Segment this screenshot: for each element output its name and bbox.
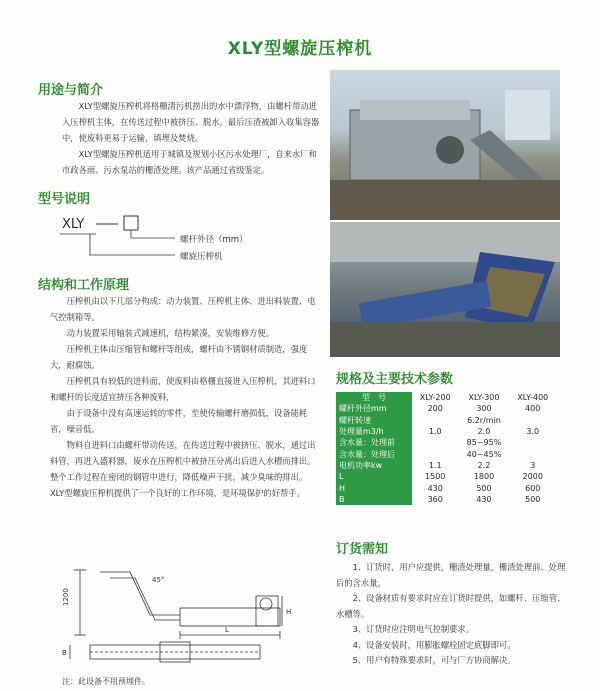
spec-cell: 430 — [427, 483, 443, 493]
order-item-2: 2、设备材质有要求时应在订货时提供，如螺杆、压缩管、水槽等。 — [336, 593, 566, 619]
structure-para-3: 压榨机主体由压缩管和螺杆等组成，螺杆由不锈钢材质制造，强度大，耐腐蚀。 — [50, 344, 308, 370]
photo-conveyor-illustration — [330, 222, 560, 357]
spec-cell: 400 — [525, 404, 541, 414]
photo-press-illustration — [330, 70, 560, 220]
spec-cell: 6.2r/min — [467, 415, 501, 425]
section-structure-heading: 结构和工作原理 — [38, 278, 130, 293]
page-title: XLY型螺旋压榨机 — [227, 39, 373, 59]
order-item-5: 5、用户有特殊要求时，可与厂方协商解决。 — [352, 655, 516, 665]
spec-header-cell: XLY-200 — [419, 393, 451, 403]
spec-cell: 3 — [530, 460, 536, 470]
drawing-B-label: B — [62, 649, 67, 657]
model-label-machine: 螺旋压榨机 — [180, 252, 223, 262]
spec-row-label: 电机功率kw — [336, 460, 412, 471]
spec-cell: 500 — [525, 494, 541, 504]
structure-para-2: 动力装置采用轴装式减速机，结构紧凑，安装维修方便。 — [66, 328, 275, 338]
spec-cell: 2000 — [522, 472, 543, 482]
intro-para-1: XLY型螺旋压榨机将格栅清污机捞出的水中漂浮物，由螺杆带动进入压榨机主体，在传送过程中被挤压、脱水，最后压渣被卸入收集容器中，使废料更易于运输，填埋及焚烧。 — [62, 101, 320, 143]
spec-cell: 500 — [476, 483, 492, 493]
spec-cell: 1500 — [425, 472, 446, 482]
spec-row — [336, 426, 556, 437]
structure-para-4: 压榨机具有较低的进料面，使废料由格栅直接进入压榨机，其进料口和螺杆的长度适宜挤压各种废料， — [50, 376, 316, 402]
spec-cell — [412, 437, 458, 448]
spec-cell — [510, 448, 556, 459]
spec-cell: 300 — [476, 404, 492, 414]
model-label-diameter: 螺杆外径（mm） — [180, 235, 248, 245]
order-list — [336, 560, 568, 669]
model-box — [124, 216, 138, 230]
spec-row — [336, 415, 556, 426]
spec-row — [336, 437, 556, 448]
spec-row-label: 螺杆转速 — [336, 415, 412, 426]
spec-cell: 2.0 — [477, 427, 491, 437]
spec-cell: 430 — [476, 494, 492, 504]
photo-installed-press — [330, 70, 560, 220]
spec-header-cell: 型 号 — [336, 392, 412, 403]
spec-row-label: 处理量m3/h — [336, 426, 412, 437]
spec-cell: 3.0 — [526, 427, 540, 437]
structure-para-6: 物料自进料口由螺杆带动传送，在传送过程中被挤压、脱水，通过出料管，再进入盛料器，废水在压榨机中被挤压分离出后进入水槽而排出。整个工作过程在密闭的钢管中进行，降低噪声干扰，减少臭味的排出。XLY型螺旋压榨机提供了一个良好的工作环境，是环境保护的好帮手。 — [50, 440, 316, 498]
spec-header-cell: XLY-400 — [517, 393, 549, 403]
spec-cell: 1.0 — [428, 427, 442, 437]
spec-row-label: 螺杆外径mm — [336, 403, 412, 414]
drawing-note: 注：此设备不用预埋件。 — [62, 677, 150, 686]
spec-row — [336, 482, 556, 493]
spec-cell — [412, 448, 458, 459]
intro-text — [62, 98, 320, 178]
spec-cell — [510, 415, 556, 426]
spec-cell: 2.2 — [477, 460, 491, 470]
spec-row-label: H — [336, 482, 412, 493]
structure-para-5: 由于设备中没有高速运转的零件，至使传输螺杆磨损低，设备能耗省，噪音低。 — [50, 408, 308, 434]
drawing-L-label: L — [225, 626, 229, 634]
section-spec-heading: 规格及主要技术参数 — [336, 372, 454, 387]
spec-row — [336, 471, 556, 482]
spec-cell: 85~95% — [466, 438, 502, 448]
structure-text — [50, 293, 320, 501]
spec-cell: 1.1 — [428, 460, 442, 470]
spec-row — [336, 448, 556, 459]
spec-row — [336, 494, 556, 505]
spec-header-cell: XLY-300 — [468, 393, 500, 403]
spec-cell — [510, 437, 556, 448]
photo-screw-conveyor — [330, 222, 560, 357]
spec-row — [336, 403, 556, 414]
spec-row-label: 含水量：处理后 — [336, 448, 412, 459]
structure-para-1: 压榨机由以下几部分构成：动力装置、压榨机主体、进出料装置、电气控制箱等。 — [50, 296, 316, 322]
spec-table — [336, 392, 556, 505]
order-item-1: 1、订货时，用户应提供，栅渣处理量，栅渣处理前、处理后的含水量。 — [336, 562, 566, 588]
spec-cell: 360 — [427, 494, 443, 504]
spec-cell: 1800 — [473, 472, 495, 482]
drawing-H-label: H — [286, 608, 292, 616]
intro-para-2: XLY型螺旋压榨机适用于城镇及规划小区污水处理厂，自来水厂和市政各雨、污水泵站的栅渣处理。该产品通过省级鉴定。 — [62, 149, 317, 175]
section-intro-heading: 用途与简介 — [38, 83, 104, 98]
spec-cell: 600 — [525, 483, 541, 493]
section-order-heading: 订货需知 — [336, 542, 389, 557]
drawing-angle-label: 45° — [152, 576, 165, 584]
section-model-heading: 型号说明 — [38, 192, 91, 207]
spec-cell: 200 — [427, 404, 443, 414]
spec-row-label: 含水量：处理前 — [336, 437, 412, 448]
spec-cell — [412, 415, 458, 426]
spec-header-row — [336, 392, 556, 403]
spec-row-label: L — [336, 471, 412, 482]
spec-row — [336, 460, 556, 471]
drawing-height-label: 1200 — [62, 588, 70, 606]
dimension-drawing — [60, 560, 315, 675]
spec-row-label: B — [336, 494, 412, 505]
model-code: XLY — [62, 217, 85, 232]
spec-cell: 40~45% — [466, 449, 502, 459]
order-item-4: 4、设备安装时，用膨胀螺栓固定底脚即可。 — [352, 639, 516, 650]
order-item-3: 3、订货时应注明电气控制要求。 — [352, 624, 475, 634]
